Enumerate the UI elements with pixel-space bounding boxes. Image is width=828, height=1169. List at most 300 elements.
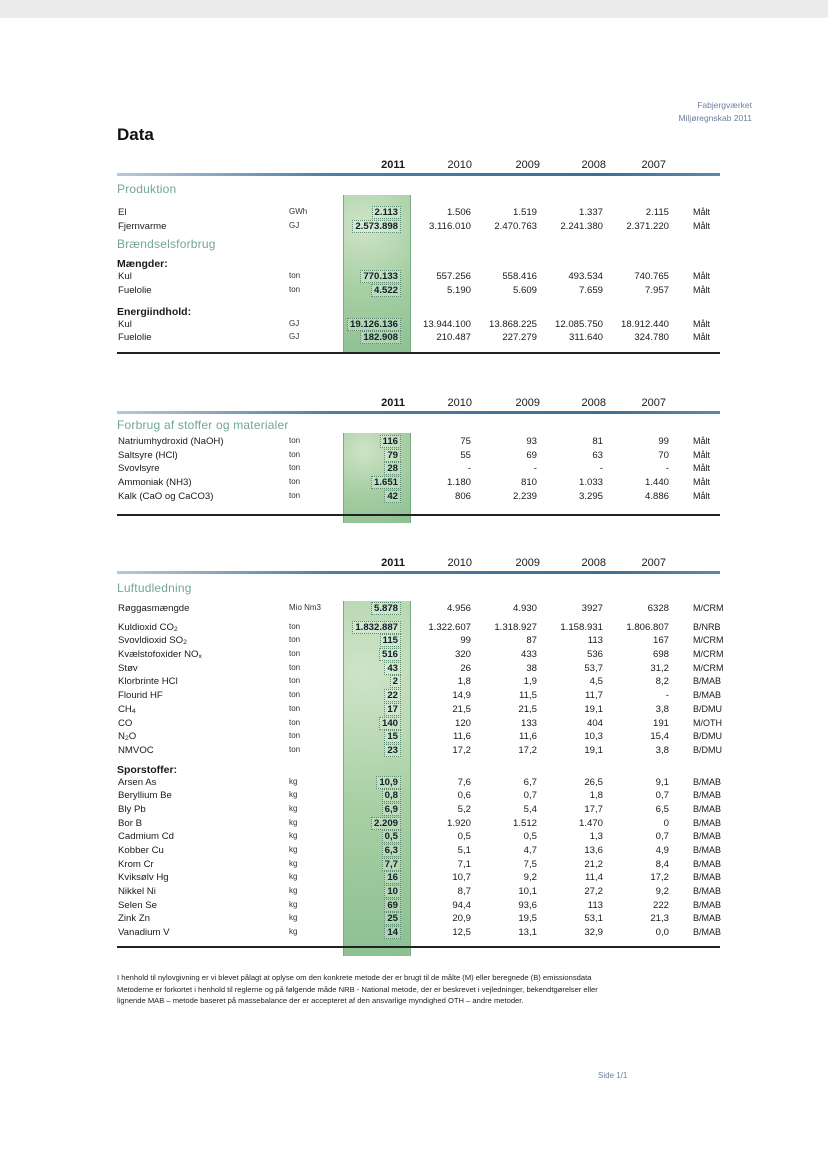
row-label: Selen Se bbox=[118, 899, 157, 911]
row-unit: ton bbox=[289, 477, 301, 487]
footnote-line: Metoderne er forkortet i henhold til reglerne og på følgende måde NRB - National metode, der er beskrevet i vejledninger, bekendtgørelser eller bbox=[117, 984, 598, 994]
value-2007: 70 bbox=[658, 449, 669, 461]
value-2009: 4.930 bbox=[512, 603, 537, 614]
row-method: B/MAB bbox=[693, 676, 722, 687]
sporstoffer-rows bbox=[117, 777, 720, 941]
value-2009: 87 bbox=[526, 635, 537, 647]
energi-heading: Energiindhold: bbox=[117, 305, 192, 318]
table-row bbox=[117, 271, 720, 285]
value-2008: 493.534 bbox=[568, 271, 603, 283]
row-label: Krom Cr bbox=[118, 858, 154, 870]
row-method: Målt bbox=[693, 271, 711, 282]
value-2008: 1.033 bbox=[578, 477, 603, 489]
value-2008: 81 bbox=[592, 436, 603, 447]
value-2010: 11,6 bbox=[453, 731, 471, 743]
value-2007: 191 bbox=[652, 717, 669, 729]
value-2007: 3,8 bbox=[655, 703, 669, 715]
row-method: M/OTH bbox=[693, 717, 722, 728]
table-row bbox=[117, 745, 720, 759]
value-2009: 2.470.763 bbox=[494, 220, 537, 232]
row-unit: GJ bbox=[289, 332, 300, 342]
row-label: Kvælstofoxider $NO_x$ bbox=[118, 649, 202, 661]
value-2009: 10,1 bbox=[518, 886, 537, 898]
row-method: B/MAB bbox=[693, 817, 722, 828]
year-2010: 2010 bbox=[447, 159, 472, 171]
value-2008: 113 bbox=[587, 635, 603, 647]
section-title-luft: Luftudledning bbox=[117, 581, 192, 595]
row-unit: kg bbox=[289, 858, 298, 868]
value-2008: 1.337 bbox=[578, 207, 603, 218]
value-2007: 6,5 bbox=[655, 803, 669, 815]
table-row bbox=[117, 859, 720, 873]
sporstoffer-heading: Sporstoffer: bbox=[117, 763, 178, 776]
value-2008: 26,5 bbox=[584, 776, 603, 788]
value-2007: 0,7 bbox=[655, 790, 669, 802]
value-2007: 6328 bbox=[647, 603, 669, 614]
row-label: Natriumhydroxid (NaOH) bbox=[118, 436, 224, 447]
row-label: Flourid HF bbox=[118, 690, 163, 702]
row-method: B/MAB bbox=[693, 886, 722, 897]
value-2011: 2.573.898 bbox=[337, 221, 401, 232]
value-2009: 5.609 bbox=[512, 285, 537, 297]
row-method: B/DMU bbox=[693, 703, 722, 714]
value-2007: 740.765 bbox=[634, 271, 669, 283]
value-2009: 11,5 bbox=[519, 690, 537, 702]
value-2011: 10 bbox=[337, 886, 401, 897]
value-2011: 28 bbox=[337, 463, 401, 474]
row-label: Arsen As bbox=[118, 776, 157, 788]
value-2007: 18.912.440 bbox=[620, 318, 669, 330]
roeggas-row bbox=[117, 603, 724, 617]
value-2007: - bbox=[665, 690, 669, 702]
value-2010: 1.920 bbox=[446, 817, 471, 829]
value-2011: 516 bbox=[337, 649, 401, 660]
value-2007: 1.440 bbox=[644, 477, 669, 489]
table-row bbox=[117, 777, 720, 791]
row-method: M/CRM bbox=[693, 635, 724, 646]
value-2010: 14,9 bbox=[452, 690, 471, 702]
value-2007: 7.957 bbox=[644, 285, 669, 297]
row-label: NMVOC bbox=[118, 744, 154, 756]
row-label: Kul bbox=[118, 318, 132, 330]
section-forbrug bbox=[117, 396, 720, 516]
value-2008: 4,5 bbox=[589, 676, 603, 688]
value-2011: 69 bbox=[337, 900, 401, 911]
year-header bbox=[117, 556, 720, 571]
value-2009: 19,5 bbox=[518, 913, 537, 925]
row-unit: ton bbox=[289, 490, 301, 500]
value-2008: 1,8 bbox=[589, 790, 603, 802]
row-label: Svovlsyre bbox=[118, 463, 160, 475]
value-2011: 115 bbox=[337, 635, 401, 646]
value-2011: 43 bbox=[337, 663, 401, 674]
value-2009: 133 bbox=[520, 717, 537, 729]
row-label: $CH_4$ bbox=[118, 703, 136, 715]
row-unit: ton bbox=[289, 717, 301, 727]
value-2007: 2.115 bbox=[645, 207, 669, 218]
value-2009: 558.416 bbox=[502, 271, 537, 283]
row-label: Kul bbox=[118, 271, 132, 283]
value-2009: 227.279 bbox=[502, 332, 537, 344]
year-header bbox=[117, 396, 720, 411]
value-2011: 182.908 bbox=[337, 332, 401, 343]
value-2011: 10,9 bbox=[337, 777, 401, 788]
value-2010: - bbox=[467, 463, 471, 475]
value-2009: 11,6 bbox=[519, 731, 537, 743]
table-row bbox=[117, 927, 720, 941]
row-label: Klorbrinte HCl bbox=[118, 676, 178, 688]
value-2007: 3,8 bbox=[655, 744, 669, 756]
year-2007: 2007 bbox=[641, 159, 666, 171]
row-method: M/CRM bbox=[693, 662, 724, 673]
value-2011: 6,3 bbox=[337, 845, 401, 856]
table-row bbox=[117, 731, 720, 745]
row-label: $N_2O$ bbox=[118, 731, 137, 743]
document-header bbox=[678, 99, 752, 125]
value-2007: 4,9 bbox=[655, 845, 669, 856]
year-2011: 2011 bbox=[381, 397, 405, 409]
row-label: Fuelolie bbox=[118, 332, 152, 344]
value-2008: 11,7 bbox=[585, 690, 603, 702]
table-row bbox=[117, 319, 720, 333]
value-2011: 2.209 bbox=[337, 818, 401, 829]
row-label: Kobber Cu bbox=[118, 845, 164, 856]
row-unit: ton bbox=[289, 649, 301, 659]
row-label: El bbox=[118, 207, 127, 218]
value-2007: 9,1 bbox=[655, 776, 669, 788]
row-unit: ton bbox=[289, 635, 301, 645]
value-2010: 17,2 bbox=[452, 744, 471, 756]
year-2010: 2010 bbox=[447, 557, 472, 569]
row-label: Beryllium Be bbox=[118, 790, 172, 802]
produktion-rows bbox=[117, 207, 720, 234]
row-label: Saltsyre (HCl) bbox=[118, 449, 178, 461]
value-2011: 42 bbox=[337, 491, 401, 502]
row-method: B/MAB bbox=[693, 776, 722, 787]
value-2008: 63 bbox=[592, 449, 603, 461]
row-method: Målt bbox=[693, 318, 711, 329]
row-method: B/MAB bbox=[693, 831, 722, 842]
value-2007: 31,2 bbox=[650, 662, 669, 674]
value-2011: 1.832.887 bbox=[337, 622, 401, 633]
header-rule bbox=[117, 411, 720, 414]
value-2007: 1.806.807 bbox=[626, 621, 669, 633]
value-2008: 32,9 bbox=[584, 927, 603, 939]
row-method: B/DMU bbox=[693, 731, 722, 742]
value-2007: 15,4 bbox=[650, 731, 669, 743]
value-2011: 0,8 bbox=[337, 790, 401, 801]
year-2008: 2008 bbox=[581, 557, 606, 569]
table-row bbox=[117, 704, 720, 718]
row-unit: kg bbox=[289, 913, 298, 923]
report-name: Miljøregnskab 2011 bbox=[678, 113, 752, 123]
section-title-braendsel: Brændselsforbrug bbox=[117, 237, 216, 252]
table-row bbox=[117, 818, 720, 832]
value-2009: 1.512 bbox=[512, 817, 537, 829]
row-unit: kg bbox=[289, 886, 298, 896]
row-unit: kg bbox=[289, 776, 298, 786]
header-rule bbox=[117, 173, 720, 176]
value-2010: 0,5 bbox=[457, 831, 471, 843]
row-unit: ton bbox=[289, 731, 301, 741]
value-2009: 21,5 bbox=[518, 703, 537, 715]
row-unit: GJ bbox=[289, 220, 300, 230]
year-2011: 2011 bbox=[381, 557, 405, 569]
table-row bbox=[117, 491, 720, 505]
row-unit: ton bbox=[289, 436, 301, 445]
value-2008: 1.158.931 bbox=[560, 621, 603, 633]
value-2010: 75 bbox=[460, 436, 471, 447]
value-2010: 806 bbox=[454, 490, 471, 502]
row-method: B/MAB bbox=[693, 803, 722, 814]
value-2010: 0,6 bbox=[457, 790, 471, 802]
value-2009: - bbox=[533, 463, 537, 475]
value-2009: 13.868.225 bbox=[488, 318, 537, 330]
value-2009: 69 bbox=[526, 449, 537, 461]
value-2010: 55 bbox=[460, 449, 471, 461]
value-2011: 1.651 bbox=[337, 477, 401, 488]
value-2011: 16 bbox=[337, 872, 401, 883]
section-end-rule bbox=[117, 946, 720, 948]
value-2008: 53,7 bbox=[584, 662, 603, 674]
value-2008: - bbox=[599, 463, 603, 475]
value-2010: 3.116.010 bbox=[429, 220, 471, 232]
row-method: Målt bbox=[693, 285, 711, 296]
value-2010: 4.956 bbox=[446, 603, 471, 614]
value-2008: 113 bbox=[587, 899, 603, 911]
table-row bbox=[117, 622, 720, 636]
section-produktion-braendsel bbox=[117, 158, 720, 354]
value-2011: 79 bbox=[337, 450, 401, 461]
row-label: Fuelolie bbox=[118, 285, 152, 297]
value-2007: - bbox=[665, 463, 669, 475]
value-2007: 167 bbox=[652, 635, 669, 647]
value-2011: 2 bbox=[337, 676, 401, 687]
value-2007: 8,2 bbox=[655, 676, 669, 688]
row-unit: Mio Nm3 bbox=[289, 603, 322, 612]
value-2007: 324.780 bbox=[634, 332, 669, 344]
value-2010: 99 bbox=[460, 635, 471, 647]
page-title: Data bbox=[117, 125, 154, 144]
value-2007: 0,7 bbox=[655, 831, 669, 843]
row-unit: ton bbox=[289, 621, 301, 631]
value-2007: 9,2 bbox=[655, 886, 669, 898]
value-2009: 1.318.927 bbox=[494, 621, 537, 633]
value-2010: 1.180 bbox=[446, 477, 471, 489]
value-2008: 536 bbox=[586, 649, 603, 661]
row-method: M/CRM bbox=[693, 649, 724, 660]
value-2007: 222 bbox=[652, 899, 669, 911]
value-2010: 8,7 bbox=[457, 886, 471, 898]
value-2009: 4,7 bbox=[523, 845, 537, 856]
value-2010: 5,2 bbox=[457, 803, 471, 815]
footnote-line: I henhold til nylovgivning er vi blevet pålagt at oplyse om den konkrete metode der er brugt til de målte (M) eller beregnede (B) emissionsdata bbox=[117, 973, 592, 982]
value-2010: 10,7 bbox=[452, 872, 471, 884]
value-2008: 27,2 bbox=[584, 886, 603, 898]
row-unit: kg bbox=[289, 927, 298, 937]
row-label: Nikkel Ni bbox=[118, 886, 156, 898]
row-unit: ton bbox=[289, 676, 301, 686]
value-2009: 13,1 bbox=[518, 927, 537, 939]
value-2011: 14 bbox=[337, 927, 401, 938]
table-row bbox=[117, 285, 720, 299]
table-row bbox=[117, 450, 720, 464]
table-row bbox=[117, 662, 724, 677]
value-2008: 311.640 bbox=[569, 332, 603, 344]
table-row bbox=[117, 649, 724, 663]
row-label: Ammoniak (NH3) bbox=[118, 477, 192, 489]
value-2009: 810 bbox=[520, 477, 537, 489]
value-2010: 20,9 bbox=[452, 913, 471, 925]
forbrug-rows bbox=[117, 436, 720, 504]
value-2008: 2.241.380 bbox=[560, 220, 603, 232]
value-2009: 93,6 bbox=[518, 899, 537, 911]
table-row bbox=[117, 872, 720, 886]
table-row bbox=[117, 332, 720, 346]
maengder-rows bbox=[117, 271, 720, 298]
year-2010: 2010 bbox=[447, 397, 472, 409]
table-row bbox=[117, 886, 720, 900]
row-method: Målt bbox=[693, 477, 711, 488]
value-2010: 26 bbox=[460, 662, 471, 674]
year-2008: 2008 bbox=[581, 397, 606, 409]
value-2010: 7,1 bbox=[457, 858, 471, 870]
value-2009: 1.519 bbox=[512, 207, 537, 218]
row-unit: ton bbox=[289, 271, 301, 281]
year-2008: 2008 bbox=[581, 159, 606, 171]
value-2011: 140 bbox=[337, 718, 401, 729]
row-method: B/DMU bbox=[693, 744, 722, 755]
value-2008: 7.659 bbox=[578, 285, 603, 297]
value-2011: 17 bbox=[337, 704, 401, 715]
row-unit: ton bbox=[289, 662, 301, 672]
row-label: Røggasmængde bbox=[118, 603, 190, 614]
section-end-rule bbox=[117, 352, 720, 354]
value-2008: 53,1 bbox=[584, 913, 603, 925]
row-method: B/MAB bbox=[693, 927, 722, 938]
value-2010: 320 bbox=[454, 649, 471, 661]
row-label: Bor B bbox=[118, 817, 142, 829]
row-label: Kalk (CaO og CaCO3) bbox=[118, 490, 214, 502]
row-method: Målt bbox=[693, 449, 711, 460]
value-2011: 770.133 bbox=[337, 271, 401, 282]
row-unit: kg bbox=[289, 803, 298, 813]
table-row bbox=[117, 207, 720, 221]
table-row bbox=[117, 477, 720, 491]
value-2010: 5.190 bbox=[446, 285, 471, 297]
row-method: Målt bbox=[693, 490, 711, 501]
value-2008: 21,2 bbox=[584, 858, 603, 870]
value-2010: 1.506 bbox=[446, 207, 471, 218]
energi-rows bbox=[117, 319, 720, 346]
value-2010: 210.487 bbox=[436, 332, 471, 344]
value-2008: 404 bbox=[586, 717, 603, 729]
row-label: Cadmium Cd bbox=[118, 831, 174, 843]
row-method: B/MAB bbox=[693, 872, 722, 883]
year-2011: 2011 bbox=[381, 159, 405, 171]
value-2011: 19.126.136 bbox=[337, 319, 401, 330]
value-2011: 2.113 bbox=[337, 207, 401, 218]
value-2011: 25 bbox=[337, 913, 401, 924]
value-2011: 0,5 bbox=[337, 831, 401, 842]
value-2008: 10,3 bbox=[584, 731, 603, 743]
table-row bbox=[117, 635, 724, 649]
row-method: B/MAB bbox=[693, 913, 722, 924]
section-title-produktion: Produktion bbox=[117, 182, 177, 196]
value-2010: 1,8 bbox=[457, 676, 471, 688]
value-2010: 5,1 bbox=[457, 845, 471, 856]
year-header bbox=[117, 158, 720, 173]
row-method: Målt bbox=[693, 207, 711, 217]
header-rule bbox=[117, 571, 720, 574]
value-2009: 17,2 bbox=[518, 744, 537, 756]
value-2008: 17,7 bbox=[584, 803, 603, 815]
table-row bbox=[117, 718, 720, 732]
row-unit: ton bbox=[289, 690, 301, 700]
value-2008: 3.295 bbox=[578, 490, 603, 502]
value-2010: 12,5 bbox=[452, 927, 471, 939]
value-2007: 8,4 bbox=[655, 858, 669, 870]
value-2011: 15 bbox=[337, 731, 401, 742]
value-2010: 7,6 bbox=[457, 776, 471, 788]
section-end-rule bbox=[117, 514, 720, 516]
row-unit: kg bbox=[289, 831, 298, 841]
value-2010: 557.256 bbox=[436, 271, 471, 283]
table-row bbox=[117, 221, 720, 235]
value-2008: 13,6 bbox=[584, 845, 603, 856]
value-2007: 17,2 bbox=[650, 872, 669, 884]
row-unit: ton bbox=[289, 703, 301, 713]
row-method: Målt bbox=[693, 332, 711, 343]
row-method: B/MAB bbox=[693, 899, 722, 910]
value-2008: 12.085.750 bbox=[554, 318, 603, 330]
row-unit: GJ bbox=[289, 318, 300, 328]
row-unit: ton bbox=[289, 463, 301, 473]
table-row bbox=[117, 603, 724, 617]
value-2010: 13.944.100 bbox=[422, 318, 471, 330]
row-unit: ton bbox=[289, 744, 301, 754]
value-2008: 11,4 bbox=[585, 872, 603, 884]
value-2008: 1.470 bbox=[578, 817, 603, 829]
table-row bbox=[117, 463, 720, 477]
row-unit: ton bbox=[289, 285, 301, 295]
value-2009: 38 bbox=[526, 662, 537, 674]
row-unit: kg bbox=[289, 817, 298, 827]
row-label: Kuldioxid $CO_2$ bbox=[118, 621, 178, 633]
year-2009: 2009 bbox=[515, 397, 540, 409]
row-label: Zink Zn bbox=[118, 913, 150, 925]
row-unit: kg bbox=[289, 845, 298, 854]
row-unit: kg bbox=[289, 899, 298, 909]
year-2009: 2009 bbox=[515, 159, 540, 171]
row-method: M/CRM bbox=[693, 603, 724, 613]
value-2009: 433 bbox=[520, 649, 537, 661]
value-2011: 7,7 bbox=[337, 859, 401, 870]
value-2008: 1,3 bbox=[589, 831, 603, 843]
value-2011: 4.522 bbox=[337, 285, 401, 296]
row-unit: GWh bbox=[289, 207, 308, 216]
value-2009: 0,7 bbox=[523, 790, 537, 802]
row-unit: ton bbox=[289, 449, 301, 459]
table-row bbox=[117, 676, 720, 690]
luft-rows bbox=[117, 621, 724, 759]
value-2008: 19,1 bbox=[584, 703, 603, 715]
value-2011: 116 bbox=[337, 436, 401, 447]
row-unit: kg bbox=[289, 872, 298, 882]
value-2007: 21,3 bbox=[650, 913, 669, 925]
value-2008: 19,1 bbox=[584, 744, 603, 756]
row-label: Kviksølv Hg bbox=[118, 872, 169, 884]
